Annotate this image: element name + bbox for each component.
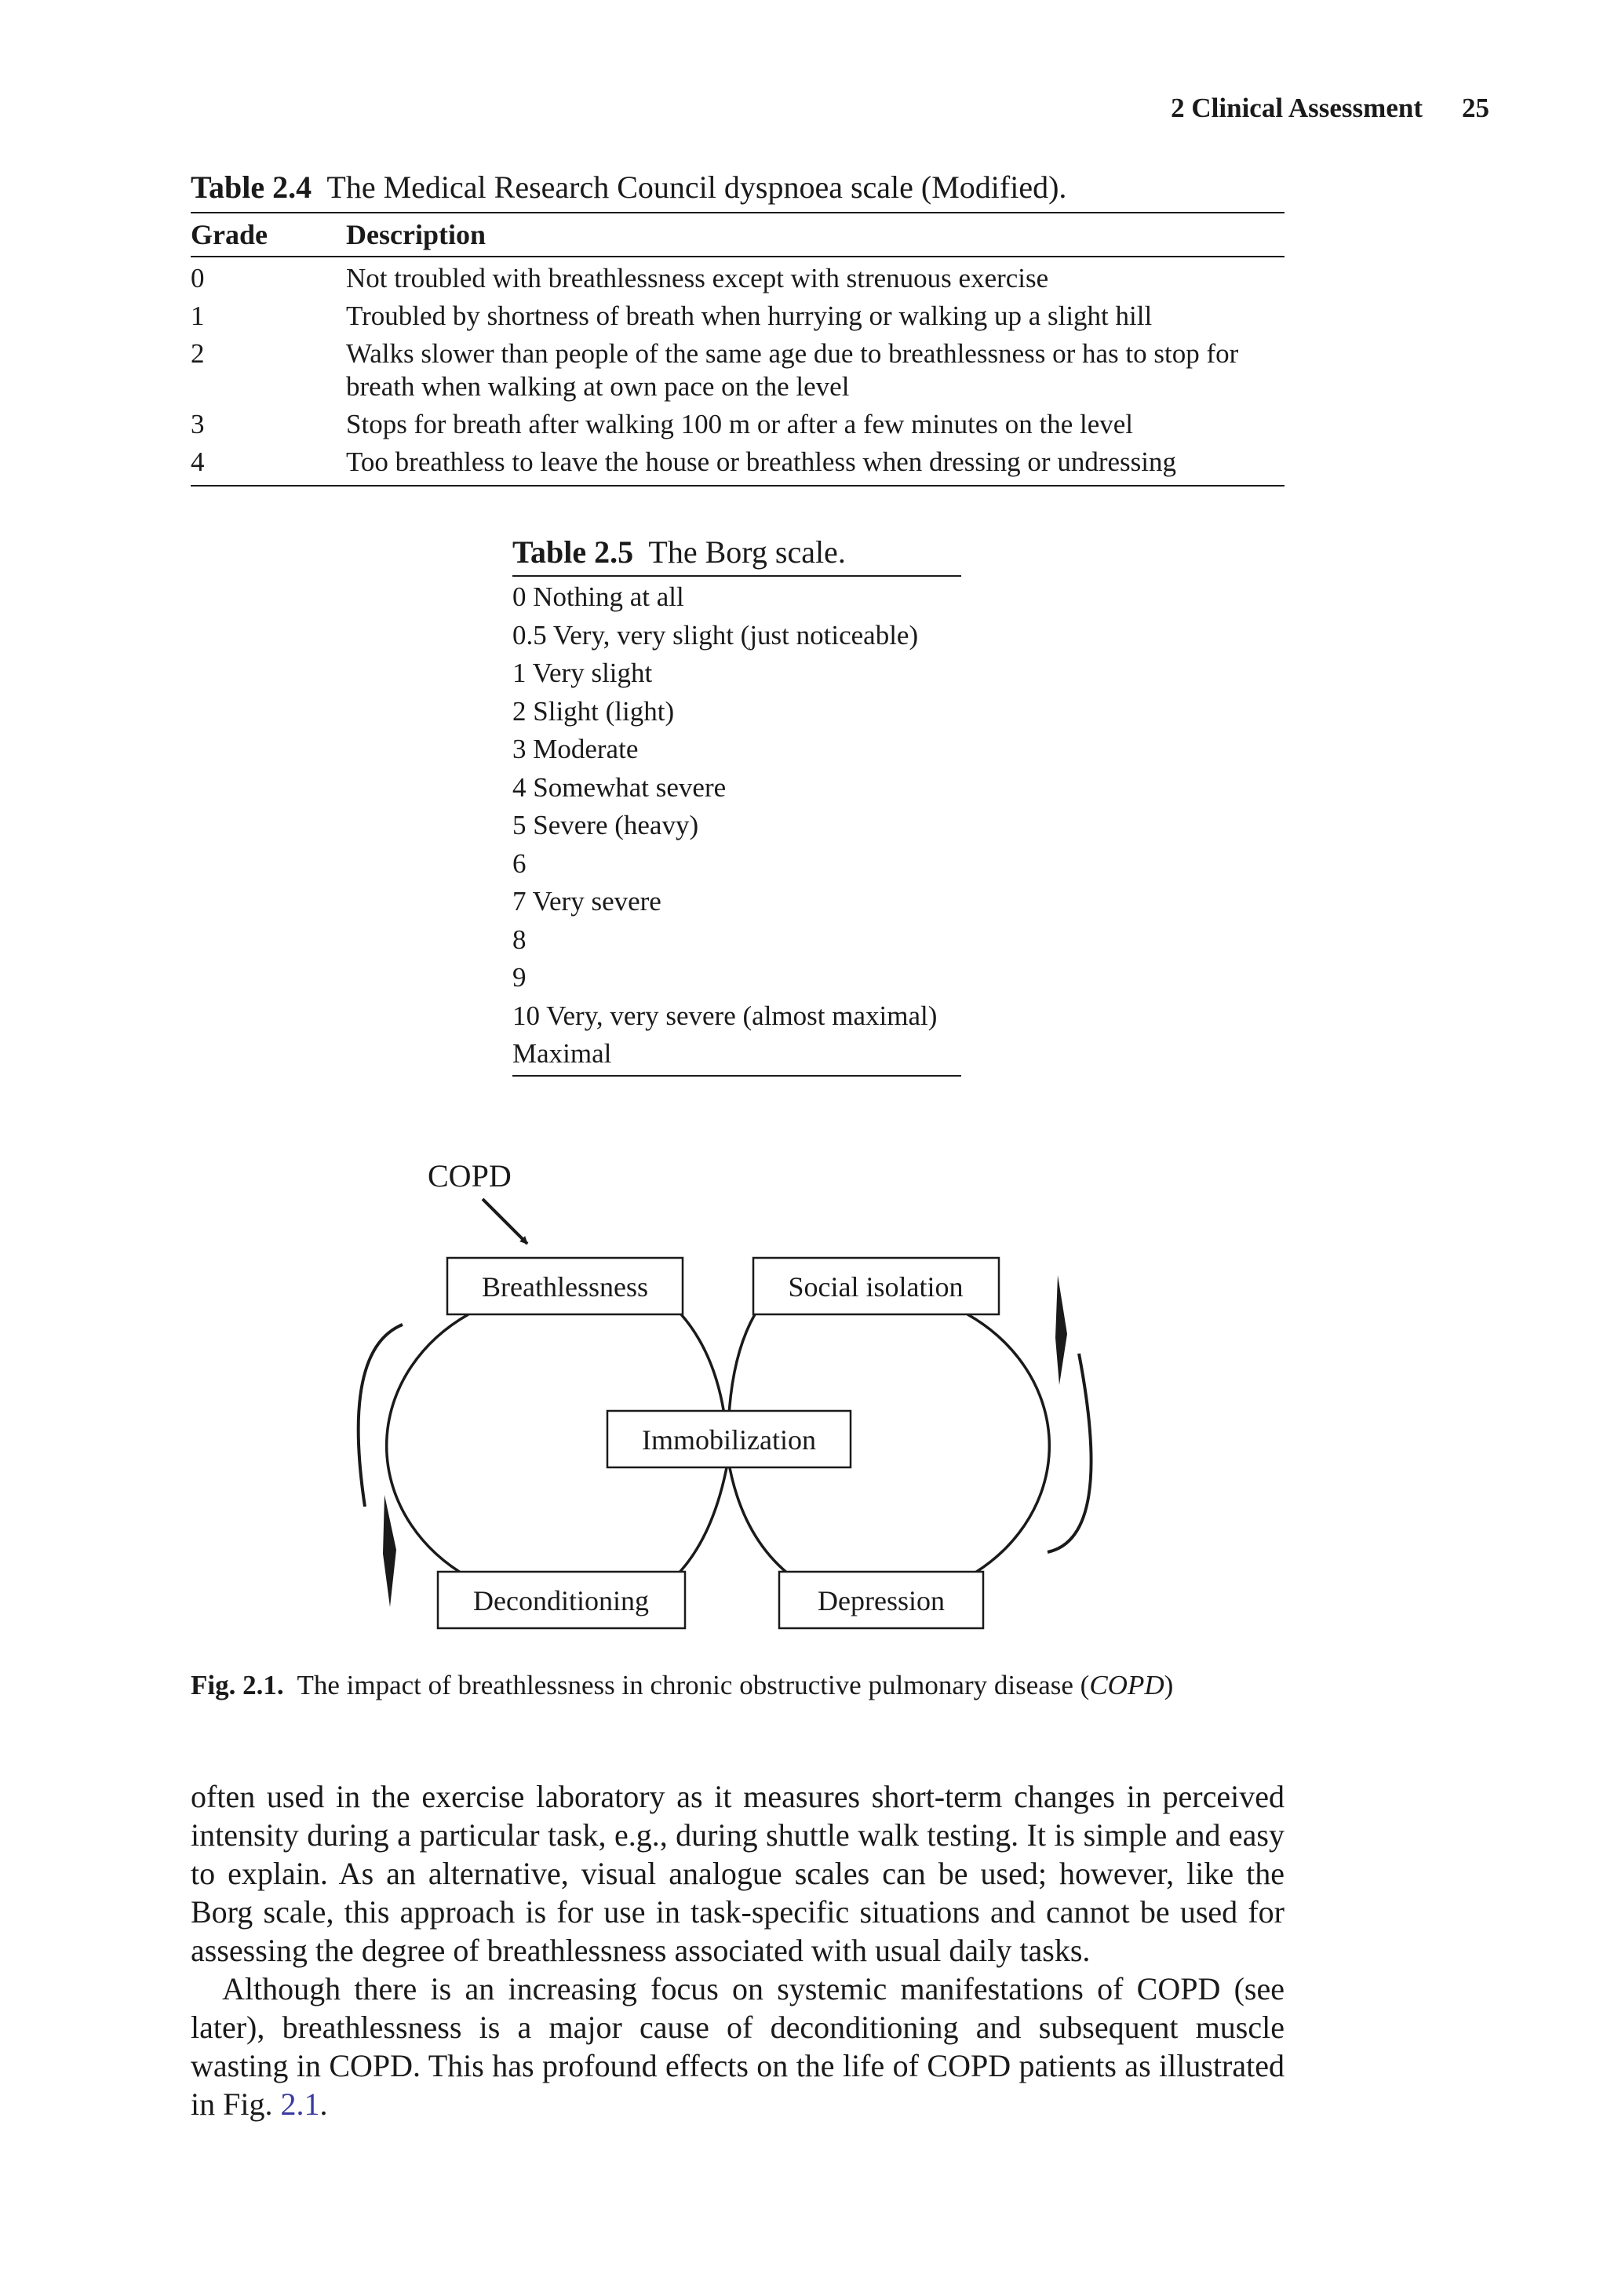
caption-italic: COPD [1089,1670,1164,1700]
body-text [191,1777,1285,2123]
table-label: Table 2.4 [191,169,312,205]
copd-cycle-diagram [337,1146,1114,1640]
list-item: 8 [512,924,527,955]
cell-description: Too breathless to leave the house or breathless when dressing or undressing [346,446,1176,477]
figure-2-1 [337,1146,1114,1644]
deconditioning-label: Deconditioning [473,1585,649,1616]
table-caption [191,169,1285,206]
cell-description: Walks slower than people of the same age due to breathlessness or has to stop for breath when walking at own pace on the level [346,338,1239,402]
table-2-4 [191,169,1285,487]
social-isolation-label: Social isolation [788,1271,964,1303]
list-item: 0 Nothing at all [512,581,684,612]
cell-grade: 4 [191,446,205,477]
table-label: Table 2.5 [512,534,634,570]
table-row [191,446,1285,479]
cell-description: Stops for breath after walking 100 m or after a few minutes on the level [346,409,1134,439]
right-cycle-arc [967,1314,1049,1577]
immobilization-label: Immobilization [642,1424,816,1456]
paragraph [191,1970,1285,2123]
depression-label: Depression [818,1585,945,1616]
table-row [191,300,1285,333]
left-cycle-arc [387,1314,468,1577]
header-grade: Grade [191,219,268,250]
header-description: Description [346,219,486,250]
table-bottom-rule [512,1075,961,1077]
figure-reference-link[interactable]: 2.1 [280,2086,320,2122]
left-curved-arrow [359,1325,403,1507]
right-curved-arrow [1048,1354,1091,1552]
figure-label: Fig. 2.1. [191,1670,284,1700]
caption-text: The impact of breathlessness in chronic obstructive pulmonary disease ( [297,1670,1090,1700]
table-row [191,337,1285,403]
cell-grade: 3 [191,409,205,439]
table-row [191,408,1285,441]
copd-label: COPD [428,1158,512,1194]
list-item: 6 [512,847,527,879]
table-body [191,257,1285,485]
paragraph-text: Although there is an increasing focus on systemic manifestations of COPD (see later), breathlessness is a major cause of deconditioning and subsequent muscle wasting in COPD. This has profound effects on the life of COPD patients as illustrated in Fig. [191,1971,1285,2122]
list-item: 10 Very, very severe (almost maximal) [512,1000,938,1031]
copd-arrow [483,1199,527,1244]
caption-end: ) [1164,1670,1174,1700]
right-arrowhead [1055,1275,1067,1385]
running-header [1171,93,1489,124]
breathlessness-label: Breathlessness [482,1271,648,1303]
list-item: 2 Slight (light) [512,695,675,727]
cell-grade: 0 [191,263,205,293]
table-title: The Medical Research Council dyspnoea scale (Modified). [326,169,1067,205]
left-arrowhead [383,1495,396,1607]
cell-grade: 2 [191,338,205,369]
table-bottom-rule [191,485,1285,487]
cell-grade: 1 [191,301,205,331]
list-item: 9 [512,962,527,993]
list-item: 3 Moderate [512,734,639,764]
list-item: Maximal [512,1038,612,1069]
table-2-5 [512,534,961,1077]
paragraph: often used in the exercise laboratory as it measures short-term changes in perceived intensity during a particular task, e.g., during shuttle walk testing. It is simple and easy to explain. As an alternative, visual analogue scales can be used; however, like the Borg scale, this approach is for use in task-specific situations and cannot be used for assessing the degree of breathlessness associated with usual daily tasks. [191,1779,1285,1968]
borg-scale-list [512,577,961,1075]
table-caption [512,534,961,570]
chapter-title: 2 Clinical Assessment [1171,93,1423,123]
figure-caption [191,1670,1173,1701]
cell-description: Not troubled with breathlessness except with strenuous exercise [346,263,1049,293]
list-item: 0.5 Very, very slight (just noticeable) [512,619,919,651]
table-title: The Borg scale. [648,534,846,570]
table-header-row [191,213,1285,256]
table-row [191,262,1285,295]
right-cycle-arc-lower [728,1460,793,1577]
list-item: 1 Very slight [512,658,653,688]
list-item: 7 Very severe [512,886,661,917]
left-cycle-arc-lower [675,1460,728,1577]
page-number: 25 [1462,93,1489,123]
paragraph-end: . [319,2086,328,2122]
list-item: 5 Severe (heavy) [512,810,699,840]
cell-description: Troubled by shortness of breath when hurrying or walking up a slight hill [346,301,1153,331]
list-item: 4 Somewhat severe [512,771,727,803]
